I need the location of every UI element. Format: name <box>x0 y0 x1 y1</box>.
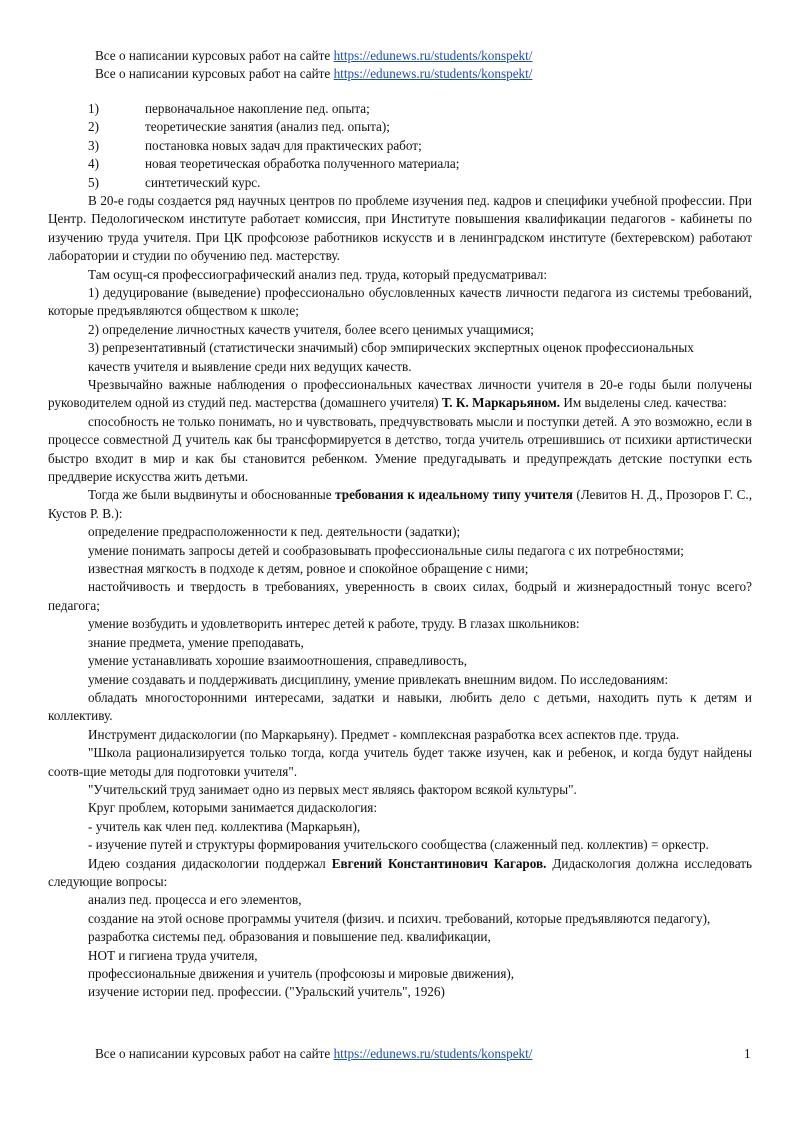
page-number: 1 <box>744 1046 751 1061</box>
page-header-line-1 <box>95 48 532 64</box>
paragraph: - учитель как член пед. коллектива (Маркарьян), <box>88 818 361 834</box>
header-prefix: Все о написании курсовых работ на сайте <box>95 48 334 63</box>
paragraph: Круг проблем, которыми занимается дидаскология: <box>88 800 377 816</box>
quote: "Школа рационализируется только тогда, когда учитель будет также изучен, как и ребенок, и когда будут найдены соотв-щие методы для подготовки учителя". <box>48 745 752 779</box>
list-text: новая теоретическая обработка полученного материала; <box>145 156 460 172</box>
paragraph <box>48 855 752 892</box>
requirement-item: умение возбудить и удовлетворить интерес детей к работе, труду. В глазах школьников: <box>88 616 580 632</box>
requirement-item: умение создавать и поддерживать дисциплину, умение привлекать внешним видом. По исследованиям: <box>88 671 669 687</box>
paragraph: 2) определение личностных качеств учителя, более всего ценимых учащимися; <box>88 321 534 337</box>
paragraph: 3) репрезентативный (статистически значимый) сбор эмпирических экспертных оценок профессиональных <box>88 340 694 356</box>
list-item <box>48 100 752 118</box>
paragraph: способность не только понимать, но и чувствовать, предчувствовать мысли и поступки детей. А это возможно, если в процессе совместной Д учитель как бы трансформируется в детство, тогда учитель отрешившись от психики артистически быстро входит в мир и как бы становится ребенком. Умение предугадывать и предупреждать детские поступки есть преддверие искусства жить детьми. <box>48 413 752 485</box>
document-body <box>48 100 752 1002</box>
list-number: 2) <box>88 119 99 135</box>
paragraph: качеств учителя и выявление среди них ведущих качеств. <box>88 358 412 374</box>
list-item <box>48 118 752 136</box>
requirement-item: умение устанавливать хорошие взаимоотношения, справедливость, <box>88 653 468 669</box>
quote: "Учительский труд занимает одно из первых мест являясь фактором всякой культуры". <box>88 781 577 797</box>
question-item: создание на этой основе программы учителя (физич. и психич. требований, которые предъявляются педагогу), <box>88 910 711 926</box>
question-item: НОТ и гигиена труда учителя, <box>88 947 258 963</box>
footer-link[interactable]: https://edunews.ru/students/konspekt/ <box>333 1046 533 1061</box>
text-run: Чрезвычайно важные наблюдения о профессиональных качествах личности учителя в 20-е годы были получены руководителем одной из студий пед. мастерства (домашнего учителя) <box>48 377 752 411</box>
bold-term: требования к идеальному типу учителя <box>335 487 573 503</box>
question-item: изучение истории пед. профессии. ("Уральский учитель", 1926) <box>88 984 445 1000</box>
header-prefix: Все о написании курсовых работ на сайте <box>95 66 334 81</box>
paragraph <box>48 486 752 523</box>
page-footer <box>95 1046 532 1062</box>
list-text: теоретические занятия (анализ пед. опыта); <box>145 119 390 135</box>
list-text: синтетический курс. <box>145 174 261 190</box>
paragraph: - изучение путей и структуры формирования учительского сообщества (слаженный пед. коллектив) = оркестр. <box>88 837 709 853</box>
page-header-line-2 <box>95 66 532 82</box>
requirement-item: известная мягкость в подходе к детям, ровное и спокойное обращение с ними; <box>88 561 529 577</box>
text-run: Тогда же были выдвинуты и обоснованные <box>88 487 336 503</box>
bold-name: Т. К. Маркарьяном. <box>441 395 561 411</box>
requirement-item: определение предрасположенности к пед. деятельности (задатки); <box>88 524 461 540</box>
header-link[interactable]: https://edunews.ru/students/konspekt/ <box>333 66 533 81</box>
footer-prefix: Все о написании курсовых работ на сайте <box>95 1046 334 1061</box>
paragraph: 1) дедуцирование (выведение) профессионально обусловленных качеств личности педагога из системы требований, которые предъявляются обществом к школе; <box>48 284 752 319</box>
list-text: постановка новых задач для практических работ; <box>145 137 422 153</box>
list-number: 4) <box>88 156 99 172</box>
list-item <box>48 155 752 173</box>
list-text: первоначальное накопление пед. опыта; <box>145 101 370 116</box>
list-item <box>48 174 752 192</box>
text-run: Идею создания дидаскологии поддержал <box>88 855 332 871</box>
question-item: анализ пед. процесса и его элементов, <box>88 892 302 908</box>
header-link[interactable]: https://edunews.ru/students/konspekt/ <box>333 48 533 63</box>
paragraph: В 20-е годы создается ряд научных центров по проблеме изучения пед. кадров и специфики учебной профессии. При Центр. Педологическом институте работает комиссия, при Институте повышения квалификации педагогов - кабинеты по изучению труда учителя. При ЦК профсоюзе работников искусств и в ленинградском институте (бехтеревском) работают лаборатории и студии по обучению пед. мастерству. <box>48 192 752 264</box>
paragraph <box>48 376 752 413</box>
paragraph: Там осущ-ся профессиографический анализ пед. труда, который предусматривал: <box>88 266 548 282</box>
bold-name: Евгений Константинович Кагаров. <box>331 855 547 871</box>
requirement-item: знание предмета, умение преподавать, <box>88 634 304 650</box>
requirement-item: обладать многосторонними интересами, задатки и навыки, любить дело с детьми, находить путь к детям и коллективу. <box>48 689 752 724</box>
list-number: 3) <box>88 137 99 153</box>
list-number: 5) <box>88 174 99 190</box>
text-run: Им выделены след. качества: <box>560 395 727 411</box>
requirement-item: настойчивость и твердость в требованиях, уверенность в своих силах, бодрый и жизнерадостный тонус всего? педагога; <box>48 579 752 613</box>
question-item: профессиональные движения и учитель (профсоюзы и мировые движения), <box>88 966 515 982</box>
list-number: 1) <box>88 101 99 116</box>
text-run: Дидаскология должна исследовать следующие вопросы: <box>48 855 753 889</box>
paragraph: Инструмент дидаскологии (по Маркарьяну). Предмет - комплексная разработка всех аспектов пде. труда. <box>88 726 680 742</box>
list-item <box>48 137 752 155</box>
question-item: разработка системы пед. образования и повышение пед. квалификации, <box>88 929 491 945</box>
requirement-item: умение понимать запросы детей и сообразовывать профессиональные силы педагога с их потребностями; <box>88 542 684 558</box>
text-run: (Левитов Н. Д., Прозоров Г. С., Кустов Р. В.): <box>48 487 752 521</box>
